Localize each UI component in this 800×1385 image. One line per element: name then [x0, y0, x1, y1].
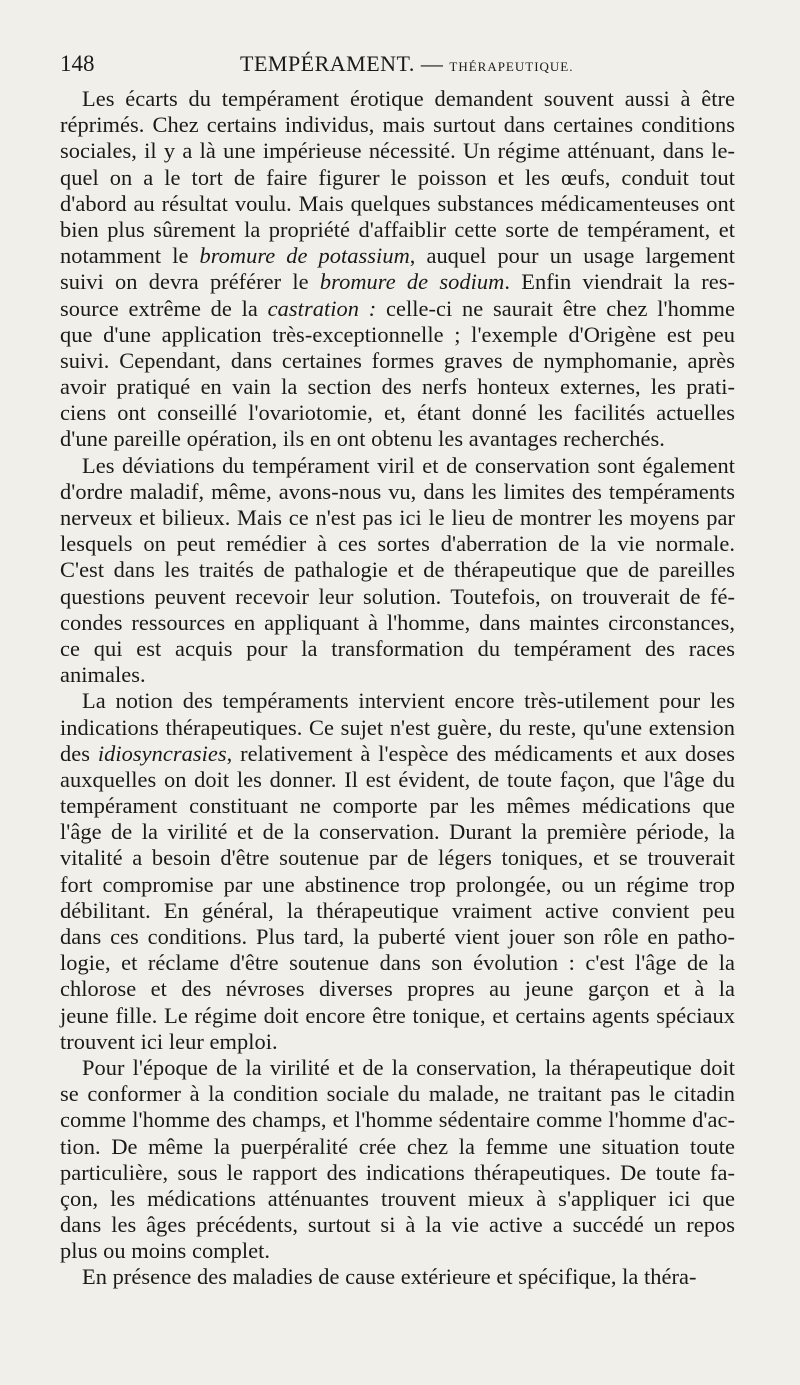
running-header	[60, 50, 738, 78]
text-line: source extrême de la castration : celle-ci ne saurait être chez l'homme	[60, 295, 735, 321]
text-line: logie, et réclame d'être soutenue dans son évolution : c'est l'âge de la	[60, 950, 735, 976]
text-line: nerveux et bilieux. Mais ce n'est pas ici le lieu de montrer les moyens par	[60, 505, 735, 530]
text-line: C'est dans les traités de pathalogie et de thérapeutique que de pareilles	[60, 557, 735, 583]
text-line: quel on a le tort de faire figurer le poisson et les œufs, conduit tout	[60, 164, 735, 190]
title-separator: —	[420, 51, 444, 76]
text-line: suivi. Cependant, dans certaines formes graves de nymphomanie, après	[60, 347, 735, 373]
text-line: des idiosyncrasies, relativement à l'espèce des médicaments et aux doses	[60, 740, 735, 766]
chapter-title: TEMPÉRAMENT.	[240, 51, 415, 76]
text-line: animales.	[60, 662, 146, 688]
text-line: sociales, il y a là une impérieuse nécessité. Un régime atténuant, dans le-	[60, 138, 735, 164]
text-line: vitalité a besoin d'être soutenue par de légers toniques, et se trouverait	[60, 845, 735, 871]
body-text	[60, 86, 735, 1291]
text-line: tempérament constituant ne comporte par les mêmes médications que	[60, 793, 735, 819]
section-title: THÉRAPEUTIQUE.	[449, 59, 574, 74]
paragraph	[60, 1264, 735, 1290]
text-line: réprimés. Chez certains individus, mais surtout dans certaines conditions	[60, 112, 735, 138]
text-line: dans ces conditions. Plus tard, la puberté vient jouer son rôle en patho-	[60, 924, 735, 949]
text-line: chlorose et des névroses diverses propres au jeune garçon et à la	[60, 976, 735, 1002]
text-line: particulière, sous le rapport des indications thérapeutiques. De toute fa-	[60, 1159, 735, 1185]
text-line: avoir pratiqué en vain la section des nerfs honteux externes, les prati-	[60, 374, 735, 400]
text-line: d'ordre maladif, même, avons-nous vu, dans les limites des tempéraments	[60, 478, 735, 504]
text-line: questions peuvent recevoir leur solution. Toutefois, on trouverait de fé-	[60, 583, 735, 609]
italic-term: bromure de potassium	[199, 243, 410, 269]
text-line: ce qui est acquis pour la transformation du tempérament des races	[60, 635, 735, 661]
text-line: bien plus sûrement la propriété d'affaiblir cette sorte de tempérament, et	[60, 216, 735, 242]
text-line: l'âge de la virilité et de la conservation. Durant la première période, la	[60, 819, 735, 845]
text-line: La notion des tempéraments intervient encore très-utilement pour les	[82, 688, 735, 714]
italic-term: castration :	[267, 295, 377, 321]
page-number: 148	[60, 51, 95, 76]
italic-term: idiosyncrasies	[97, 740, 227, 766]
text-line: fort compromise par une abstinence trop prolongée, ou un régime trop	[60, 871, 735, 897]
text-line: Les déviations du tempérament viril et de conservation sont également	[82, 452, 735, 478]
italic-term: bromure de sodium	[319, 269, 505, 295]
text-line: ciens ont conseillé l'ovariotomie, et, étant donné les facilités actuelles	[60, 400, 735, 426]
text-line: tion. De même la puerpéralité crée chez la femme une situation toute	[60, 1133, 735, 1159]
text-line: auxquelles on doit les donner. Il est évident, de toute façon, que l'âge du	[60, 766, 735, 792]
text-line: dans les âges précédents, surtout si à la vie active a succédé un repos	[60, 1212, 735, 1238]
paragraph	[60, 86, 735, 453]
text-line: d'abord au résultat voulu. Mais quelques substances médicamenteuses ont	[60, 190, 735, 216]
text-line: suivi on devra préférer le bromure de sodium. Enfin viendrait la res-	[60, 269, 735, 295]
text-line: jeune fille. Le régime doit encore être tonique, et certains agents spéciaux	[60, 1002, 735, 1028]
paragraph	[60, 688, 735, 1055]
text-line: Pour l'époque de la virilité et de la conservation, la thérapeutique doit	[82, 1054, 735, 1080]
running-title	[240, 50, 574, 81]
text-line: En présence des maladies de cause extérieure et spécifique, la théra-	[82, 1264, 697, 1290]
text-line: Les écarts du tempérament érotique demandent souvent aussi à être	[82, 86, 735, 111]
text-line: débilitant. En général, la thérapeutique vraiment active convient peu	[60, 897, 735, 923]
text-line: indications thérapeutiques. Ce sujet n'est guère, du reste, qu'une extension	[60, 714, 735, 740]
text-line: çon, les médications atténuantes trouvent mieux à s'appliquer ici que	[60, 1185, 735, 1211]
text-line: que d'une application très-exceptionnelle ; l'exemple d'Origène est peu	[60, 321, 735, 347]
paragraph	[60, 1055, 735, 1265]
text-line: comme l'homme des champs, et l'homme sédentaire comme l'homme d'ac-	[60, 1107, 735, 1133]
text-line: d'une pareille opération, ils en ont obtenu les avantages recherchés.	[60, 426, 665, 452]
text-line: trouvent ici leur emploi.	[60, 1028, 278, 1054]
text-line: condes ressources en appliquant à l'homme, dans maintes circonstances,	[60, 609, 735, 635]
paragraph	[60, 453, 735, 689]
text-line: se conformer à la condition sociale du malade, ne traitant pas le citadin	[60, 1081, 735, 1107]
text-line: plus ou moins complet.	[60, 1238, 271, 1264]
text-line: lesquels on peut remédier à ces sortes d'aberration de la vie normale.	[60, 531, 735, 557]
text-line: notamment le bromure de potassium, auquel pour un usage largement	[60, 243, 735, 269]
